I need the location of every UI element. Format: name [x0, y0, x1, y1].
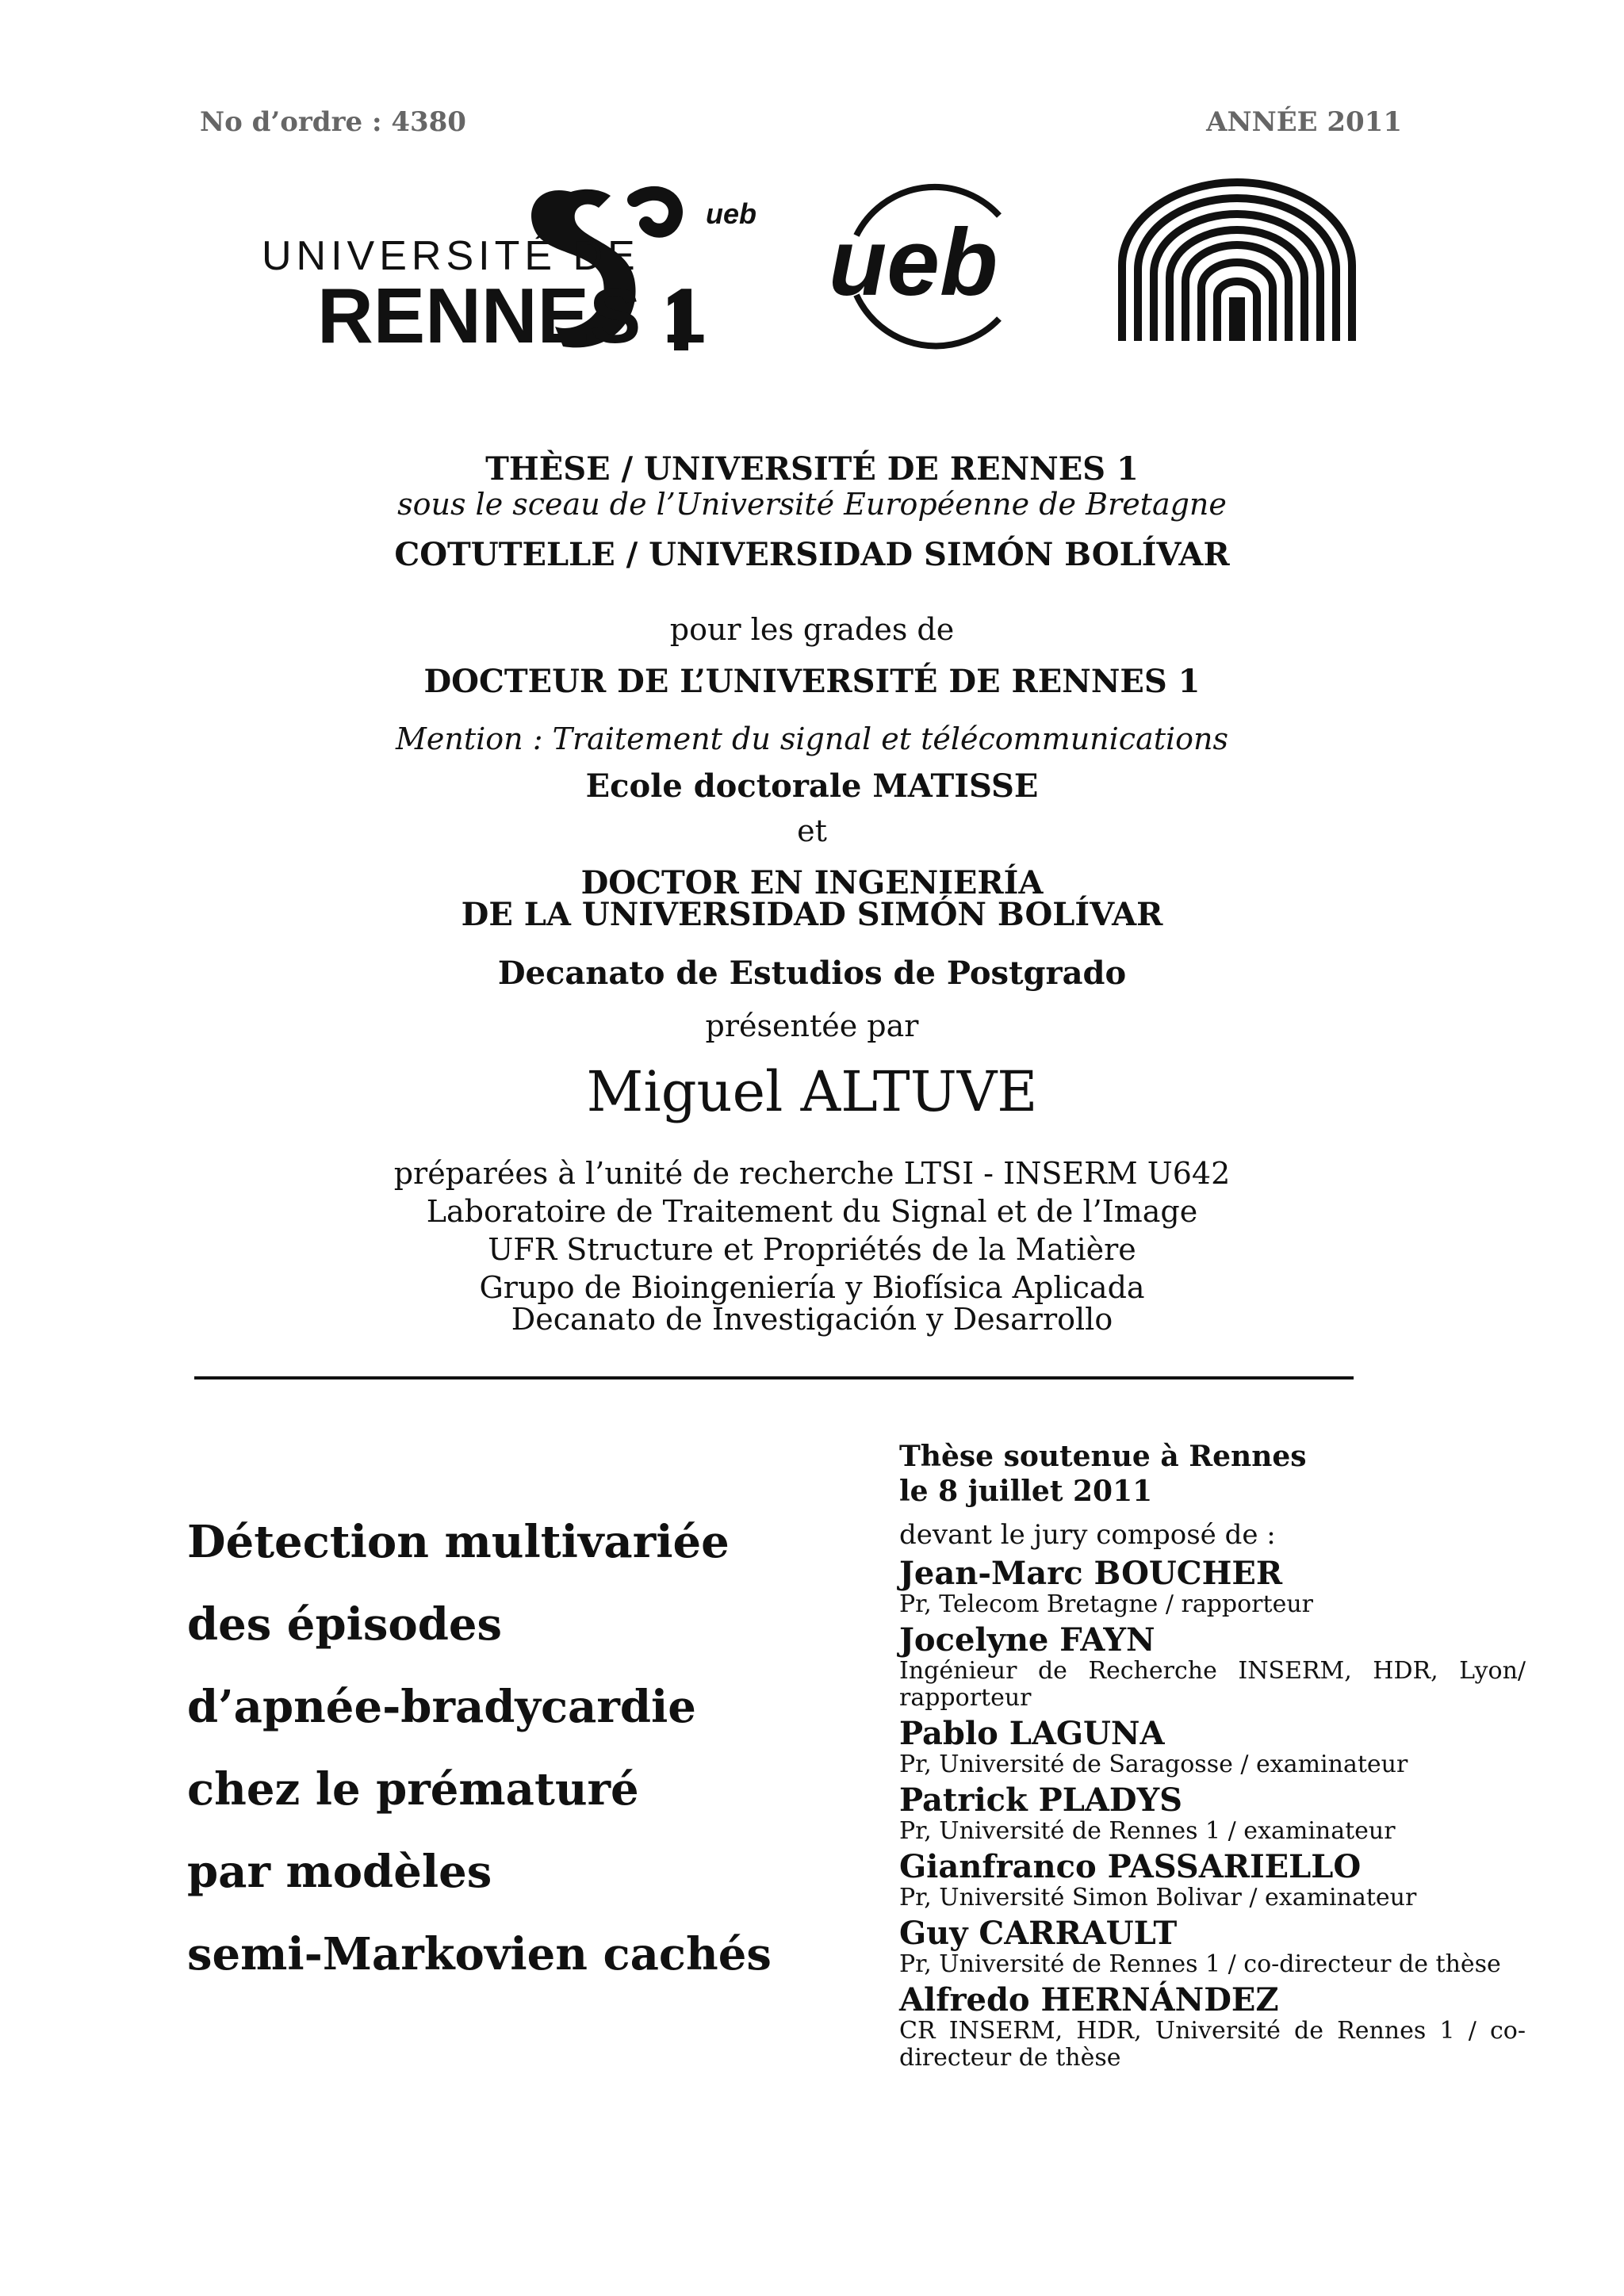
jury-member [899, 1556, 1526, 1618]
rennes-logo-line2: RENNES 1 [317, 272, 707, 358]
jury-member [899, 1916, 1526, 1978]
presentee-line: présentée par [705, 1008, 919, 1043]
jury-member-name: Jean-Marc BOUCHER [899, 1555, 1283, 1592]
mention-line: Mention : Traitement du signal et télécommunications [395, 721, 1229, 756]
horizontal-rule [194, 1376, 1354, 1380]
rennes-logo-line1: UNIVERSITÉ DE [262, 233, 640, 279]
ueb-logo-text: ueb [829, 209, 998, 316]
defense-place: Thèse soutenue à Rennes [899, 1440, 1307, 1473]
title-line: d’apnée-bradycardie [187, 1681, 696, 1733]
jury-member [899, 1983, 1526, 2072]
unit-line: Laboratoire de Traitement du Signal et de l’Image [426, 1194, 1198, 1229]
jury-member-name: Gianfranco PASSARIELLO [899, 1848, 1362, 1885]
unit-line: préparées à l’unité de recherche LTSI - INSERM U642 [393, 1156, 1231, 1191]
jury-member-name: Jocelyne FAYN [899, 1621, 1155, 1659]
thesis-title [187, 1501, 901, 1996]
jury-block [899, 1439, 1526, 2072]
title-line: des épisodes [187, 1598, 503, 1651]
year: ANNÉE 2011 [1206, 106, 1402, 138]
jury-member-name: Pablo LAGUNA [899, 1715, 1165, 1752]
jury-member-role: Ingénieur de Recherche INSERM, HDR, Lyon/ rapporteur [899, 1657, 1526, 1712]
jury-member-role: Pr, Université de Saragosse / examinateur [899, 1751, 1408, 1778]
jury-member [899, 1716, 1526, 1778]
jury-member-name: Patrick PLADYS [899, 1781, 1183, 1819]
title-line: semi-Markovien cachés [187, 1928, 772, 1980]
unit-line: UFR Structure et Propriétés de la Matière [488, 1232, 1136, 1267]
universidad-simon-bolivar-logo [1114, 178, 1360, 345]
author-name: Miguel ALTUVE [586, 1059, 1038, 1124]
jury-member-name: Guy CARRAULT [899, 1915, 1178, 1952]
thesis-line: THÈSE / UNIVERSITÉ DE RENNES 1 [485, 450, 1139, 488]
cotutelle-line: COTUTELLE / UNIVERSIDAD SIMÓN BOLÍVAR [394, 536, 1230, 573]
thesis-seal: sous le sceau de l’Université Européenne de Bretagne [397, 487, 1227, 522]
jury-member-name: Alfredo HERNÁNDEZ [899, 1981, 1279, 2019]
et-line: et [797, 813, 827, 848]
jury-member [899, 1850, 1526, 1911]
jury-intro: devant le jury composé de : [899, 1519, 1276, 1551]
unit-line: Decanato de Investigación y Desarrollo [511, 1302, 1113, 1337]
decanato-line: Decanato de Estudios de Postgrado [497, 955, 1127, 992]
rennes-logo-ueb: ueb [706, 197, 757, 230]
ueb-logo [825, 176, 1055, 350]
defense-date: le 8 juillet 2011 [899, 1475, 1153, 1508]
title-line: chez le prématuré [187, 1763, 639, 1816]
grades-intro: pour les grades de [669, 612, 955, 647]
jury-member [899, 1783, 1526, 1845]
universite-rennes-logo [262, 176, 769, 358]
jury-member-role: CR INSERM, HDR, Université de Rennes 1 / co-directeur de thèse [899, 2017, 1526, 2072]
jury-member-role: Pr, Telecom Bretagne / rapporteur [899, 1590, 1313, 1618]
ecole-doctorale: Ecole doctorale MATISSE [585, 767, 1039, 805]
title-line: par modèles [187, 1846, 492, 1898]
universidad-line: DE LA UNIVERSIDAD SIMÓN BOLÍVAR [461, 896, 1163, 933]
jury-member-role: Pr, Université Simon Bolivar / examinateur [899, 1884, 1417, 1911]
unit-line: Grupo de Bioingeniería y Biofísica Aplicada [479, 1270, 1145, 1305]
docteur-line: DOCTEUR DE L’UNIVERSITÉ DE RENNES 1 [423, 663, 1201, 700]
ordre-number: No d’ordre : 4380 [200, 106, 466, 138]
jury-member [899, 1623, 1526, 1712]
doctor-line: DOCTOR EN INGENIERÍA [580, 864, 1044, 901]
jury-member-role: Pr, Université de Rennes 1 / examinateur [899, 1817, 1396, 1845]
title-line: Détection multivariée [187, 1516, 730, 1568]
jury-member-role: Pr, Université de Rennes 1 / co-directeur de thèse [899, 1950, 1501, 1978]
